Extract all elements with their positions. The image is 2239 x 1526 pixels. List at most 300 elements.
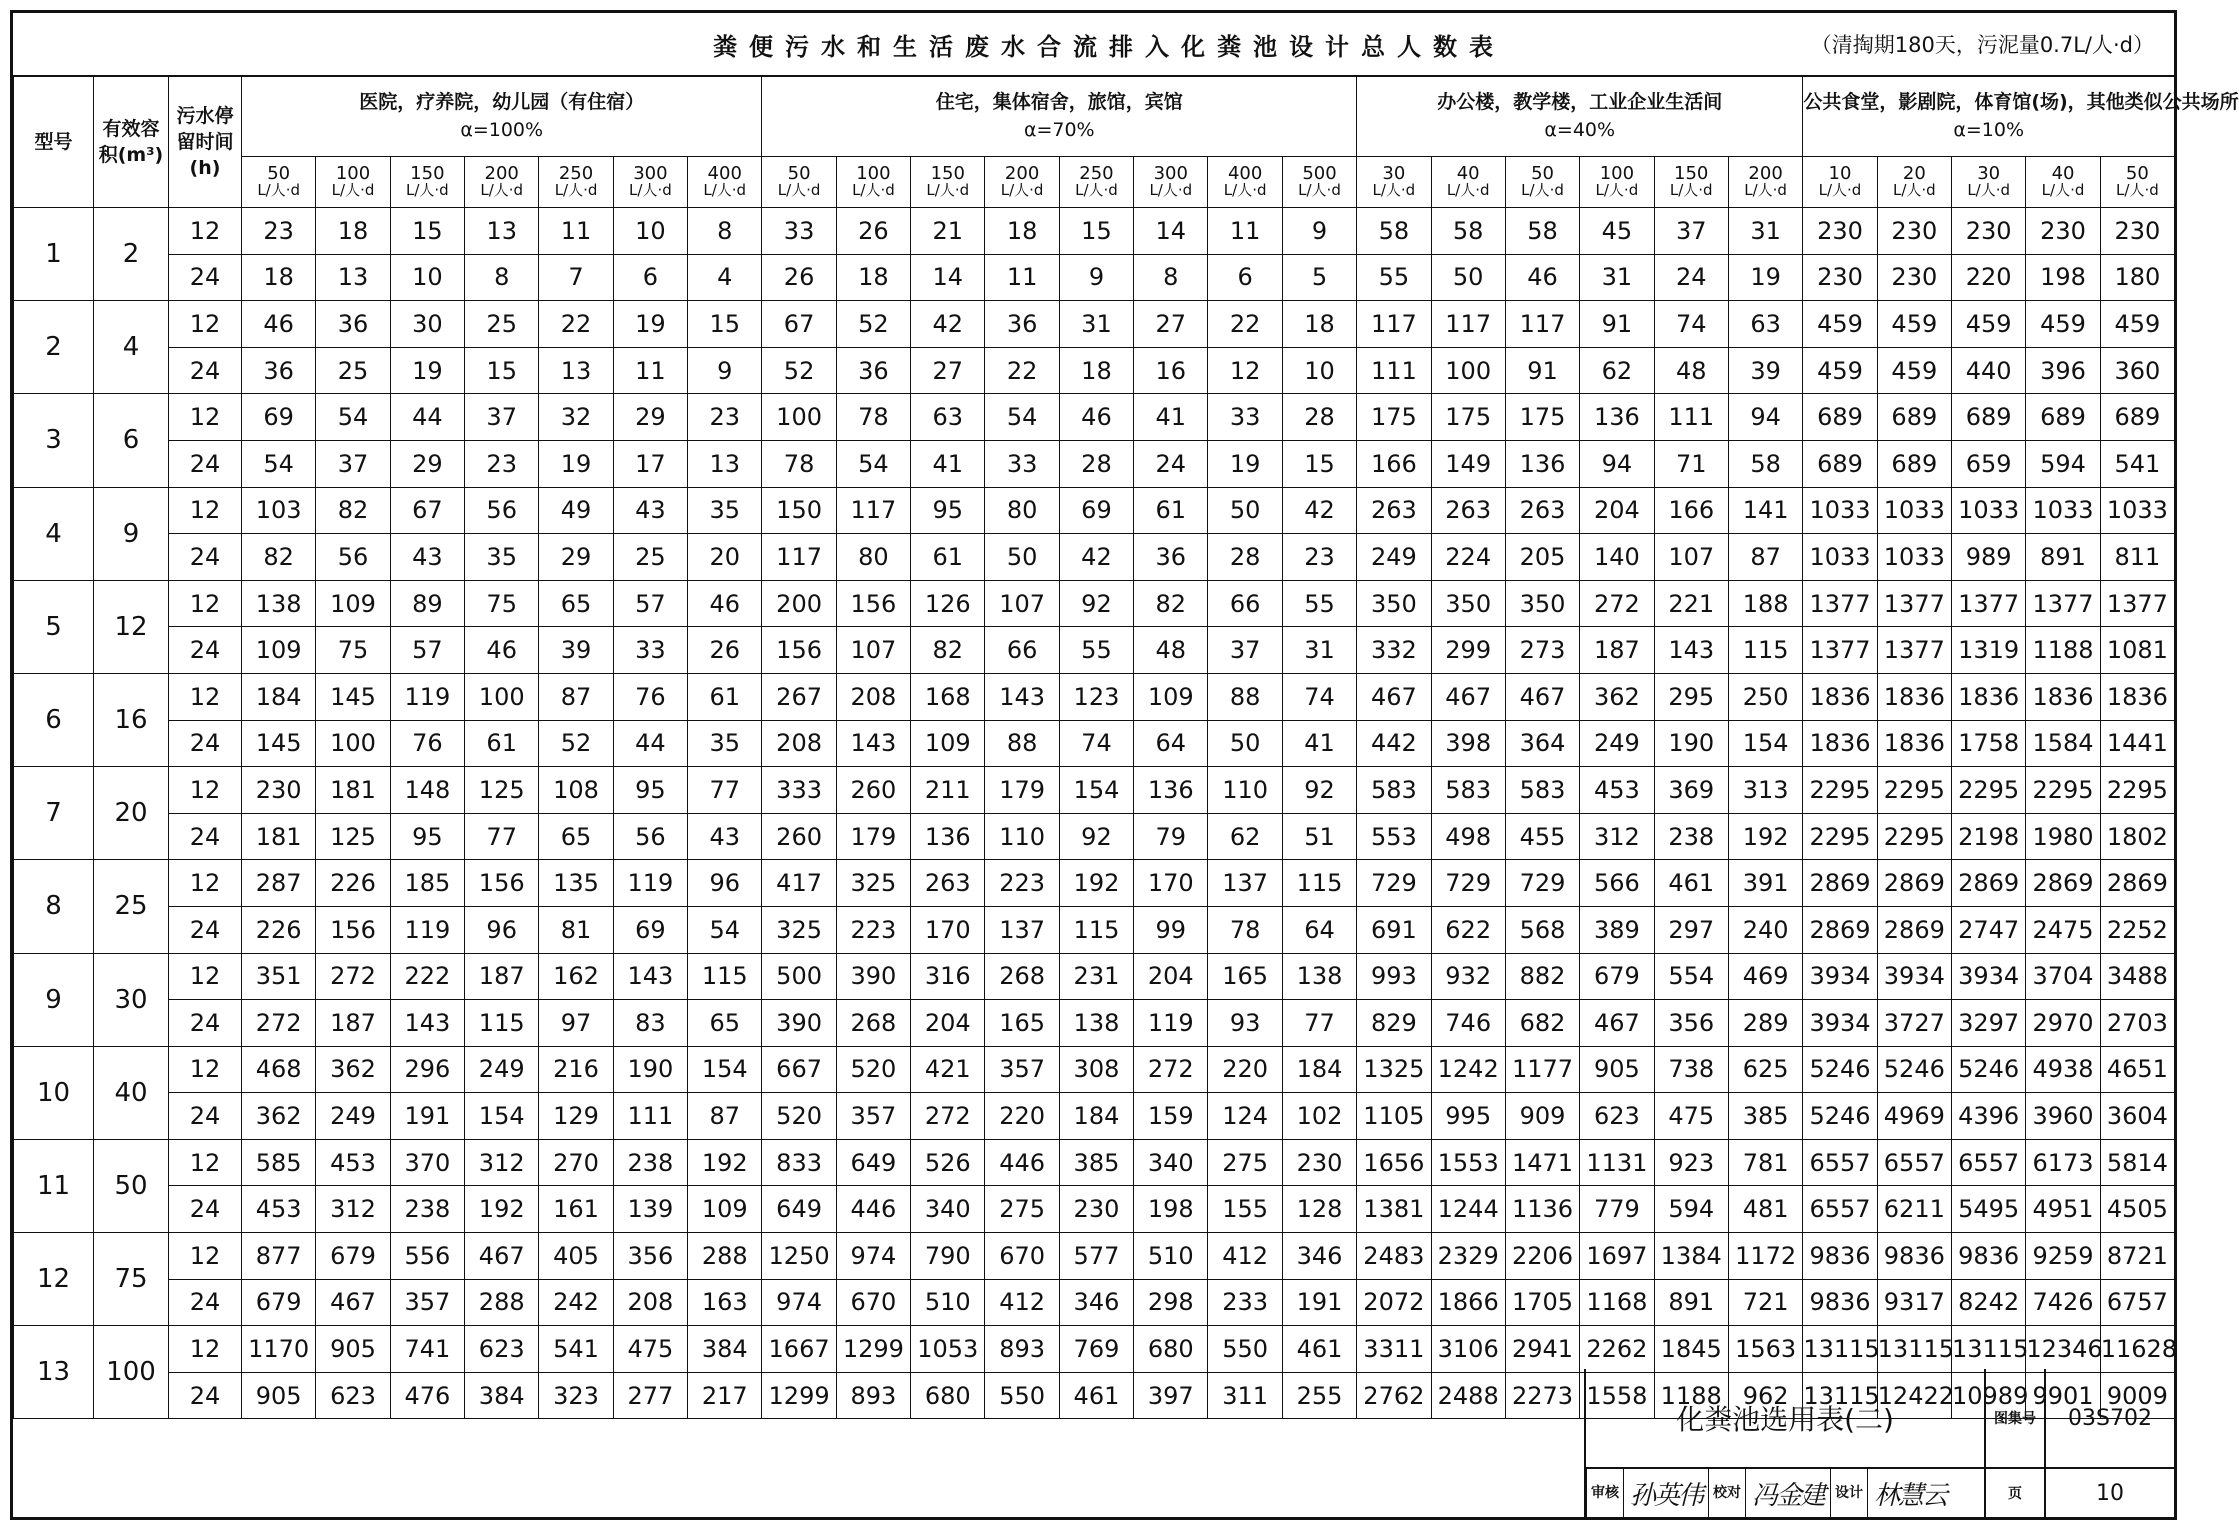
value-cell: 2762 <box>1357 1372 1431 1419</box>
value-cell: 33 <box>1208 394 1282 441</box>
value-cell: 69 <box>1059 487 1133 534</box>
design-label: 设计 <box>1830 1469 1868 1517</box>
value-cell: 689 <box>2100 394 2174 441</box>
value-cell: 156 <box>316 906 390 953</box>
value-cell: 222 <box>390 953 464 1000</box>
value-cell: 185 <box>390 860 464 907</box>
value-cell: 3727 <box>1877 1000 1951 1047</box>
value-cell: 1471 <box>1505 1139 1579 1186</box>
value-cell: 249 <box>465 1046 539 1093</box>
type-cell: 8 <box>14 860 94 953</box>
volume-cell: 2 <box>94 208 169 301</box>
value-cell: 10 <box>390 254 464 301</box>
value-cell: 1377 <box>2100 580 2174 627</box>
value-cell: 405 <box>539 1233 613 1280</box>
value-cell: 340 <box>1134 1139 1208 1186</box>
rate-unit: L/人·d <box>1818 181 1862 199</box>
retention-cell: 24 <box>169 1186 242 1233</box>
table-row <box>14 1093 2175 1140</box>
value-cell: 461 <box>1282 1326 1356 1373</box>
value-cell: 27 <box>1134 301 1208 348</box>
value-cell: 13115 <box>1803 1326 1877 1373</box>
value-cell: 453 <box>316 1139 390 1186</box>
rate-value: 40 <box>1456 163 1480 184</box>
value-cell: 198 <box>2026 254 2100 301</box>
value-cell: 316 <box>911 953 985 1000</box>
volume-cell: 40 <box>94 1046 169 1139</box>
value-cell: 384 <box>688 1326 762 1373</box>
value-cell: 22 <box>539 301 613 348</box>
value-cell: 2869 <box>1952 860 2026 907</box>
value-cell: 670 <box>836 1279 910 1326</box>
table-row <box>14 1046 2175 1093</box>
table-row <box>14 580 2175 627</box>
rate-value: 400 <box>1227 163 1263 184</box>
value-cell: 192 <box>1059 860 1133 907</box>
value-cell: 1705 <box>1505 1279 1579 1326</box>
value-cell: 115 <box>465 1000 539 1047</box>
value-cell: 184 <box>242 673 316 720</box>
value-cell: 129 <box>539 1093 613 1140</box>
value-cell: 170 <box>1134 860 1208 907</box>
value-cell: 66 <box>1208 580 1282 627</box>
page-label: 页 <box>1986 1469 2046 1517</box>
rate-header <box>316 157 390 208</box>
value-cell: 50 <box>1208 720 1282 767</box>
value-cell: 80 <box>836 534 910 581</box>
rate-header <box>688 157 762 208</box>
value-cell: 369 <box>1654 767 1728 814</box>
value-cell: 995 <box>1431 1093 1505 1140</box>
value-cell: 119 <box>390 673 464 720</box>
rate-unit: L/人·d <box>257 181 301 199</box>
value-cell: 36 <box>836 347 910 394</box>
footer <box>13 1369 2174 1517</box>
rate-unit: L/人·d <box>777 181 821 199</box>
value-cell: 738 <box>1654 1046 1728 1093</box>
value-cell: 92 <box>1059 580 1133 627</box>
rate-value: 500 <box>1302 163 1337 184</box>
value-cell: 3604 <box>2100 1093 2174 1140</box>
value-cell: 29 <box>613 394 687 441</box>
value-cell: 459 <box>1877 301 1951 348</box>
value-cell: 29 <box>390 440 464 487</box>
value-cell: 58 <box>1357 208 1431 255</box>
value-cell: 223 <box>985 860 1059 907</box>
rate-value: 300 <box>1153 163 1188 184</box>
value-cell: 149 <box>1431 440 1505 487</box>
value-cell: 689 <box>1803 440 1877 487</box>
value-cell: 115 <box>1282 860 1356 907</box>
value-cell: 137 <box>1208 860 1282 907</box>
value-cell: 829 <box>1357 1000 1431 1047</box>
value-cell: 459 <box>1803 301 1877 348</box>
group-alpha: α=70% <box>1023 119 1095 141</box>
value-cell: 15 <box>688 301 762 348</box>
value-cell: 230 <box>1282 1139 1356 1186</box>
value-cell: 5814 <box>2100 1139 2174 1186</box>
table-row <box>14 440 2175 487</box>
group-alpha: α=10% <box>1953 119 2025 141</box>
value-cell: 9317 <box>1877 1279 1951 1326</box>
value-cell: 312 <box>1580 813 1654 860</box>
value-cell: 289 <box>1728 1000 1802 1047</box>
value-cell: 23 <box>465 440 539 487</box>
value-cell: 2295 <box>1877 813 1951 860</box>
value-cell: 2295 <box>2026 767 2100 814</box>
value-cell: 295 <box>1654 673 1728 720</box>
value-cell: 165 <box>985 1000 1059 1047</box>
value-cell: 96 <box>688 860 762 907</box>
type-cell: 10 <box>14 1046 94 1139</box>
value-cell: 923 <box>1654 1139 1728 1186</box>
value-cell: 1242 <box>1431 1046 1505 1093</box>
value-cell: 440 <box>1952 347 2026 394</box>
value-cell: 76 <box>390 720 464 767</box>
value-cell: 39 <box>1728 347 1802 394</box>
value-cell: 5246 <box>1877 1046 1951 1093</box>
value-cell: 296 <box>390 1046 464 1093</box>
drawing-name: 化粪池选用表(二) <box>1586 1369 1986 1469</box>
value-cell: 459 <box>2026 301 2100 348</box>
value-cell: 28 <box>1059 440 1133 487</box>
value-cell: 117 <box>836 487 910 534</box>
group-header <box>1357 76 1803 157</box>
value-cell: 500 <box>762 953 836 1000</box>
value-cell: 18 <box>242 254 316 301</box>
value-cell: 78 <box>836 394 910 441</box>
rate-unit: L/人·d <box>629 181 672 199</box>
value-cell: 1845 <box>1654 1326 1728 1373</box>
value-cell: 5495 <box>1952 1186 2026 1233</box>
value-cell: 905 <box>316 1326 390 1373</box>
value-cell: 1033 <box>1803 534 1877 581</box>
table-row <box>14 487 2175 534</box>
value-cell: 3934 <box>1952 953 2026 1000</box>
value-cell: 190 <box>613 1046 687 1093</box>
value-cell: 2869 <box>1877 860 1951 907</box>
value-cell: 14 <box>911 254 985 301</box>
value-cell: 162 <box>539 953 613 1000</box>
rate-value: 200 <box>484 163 519 184</box>
value-cell: 8242 <box>1952 1279 2026 1326</box>
group-name: 医院，疗养院，幼儿园（有住宿） <box>359 91 645 113</box>
value-cell: 82 <box>911 627 985 674</box>
value-cell: 18 <box>836 254 910 301</box>
value-cell: 143 <box>836 720 910 767</box>
value-cell: 63 <box>1728 301 1802 348</box>
value-cell: 115 <box>1059 906 1133 953</box>
value-cell: 340 <box>911 1186 985 1233</box>
value-cell: 270 <box>539 1139 613 1186</box>
value-cell: 77 <box>688 767 762 814</box>
header-volume: 有效容积(m³) <box>94 76 169 208</box>
value-cell: 553 <box>1357 813 1431 860</box>
value-cell: 679 <box>242 1279 316 1326</box>
value-cell: 461 <box>1654 860 1728 907</box>
value-cell: 166 <box>1654 487 1728 534</box>
value-cell: 154 <box>1728 720 1802 767</box>
value-cell: 272 <box>1580 580 1654 627</box>
value-cell: 13 <box>539 347 613 394</box>
value-cell: 12422 <box>1877 1372 1951 1419</box>
value-cell: 242 <box>539 1279 613 1326</box>
rate-unit: L/人·d <box>1892 181 1936 199</box>
value-cell: 46 <box>688 580 762 627</box>
value-cell: 467 <box>1505 673 1579 720</box>
value-cell: 4505 <box>2100 1186 2174 1233</box>
table-title: 粪便污水和生活废水合流排入化粪池设计总人数表 <box>713 33 1505 61</box>
value-cell: 41 <box>911 440 985 487</box>
value-cell: 298 <box>1134 1279 1208 1326</box>
value-cell: 453 <box>1580 767 1654 814</box>
value-cell: 67 <box>762 301 836 348</box>
value-cell: 25 <box>613 534 687 581</box>
value-cell: 974 <box>762 1279 836 1326</box>
value-cell: 110 <box>1208 767 1282 814</box>
value-cell: 119 <box>1134 1000 1208 1047</box>
value-cell: 746 <box>1431 1000 1505 1047</box>
value-cell: 520 <box>836 1046 910 1093</box>
value-cell: 138 <box>242 580 316 627</box>
value-cell: 65 <box>688 1000 762 1047</box>
rate-header <box>911 157 985 208</box>
rate-header <box>1357 157 1431 208</box>
rate-unit: L/人·d <box>1967 181 2011 199</box>
value-cell: 78 <box>762 440 836 487</box>
rate-header <box>985 157 1059 208</box>
value-cell: 989 <box>1952 534 2026 581</box>
value-cell: 238 <box>1654 813 1728 860</box>
value-cell: 230 <box>1059 1186 1133 1233</box>
value-cell: 92 <box>1059 813 1133 860</box>
value-cell: 52 <box>539 720 613 767</box>
table-row <box>14 347 2175 394</box>
value-cell: 46 <box>1505 254 1579 301</box>
value-cell: 1980 <box>2026 813 2100 860</box>
type-cell: 4 <box>14 487 94 580</box>
value-cell: 42 <box>911 301 985 348</box>
value-cell: 3488 <box>2100 953 2174 1000</box>
rate-value: 100 <box>335 163 371 184</box>
value-cell: 220 <box>1952 254 2026 301</box>
value-cell: 165 <box>1208 953 1282 1000</box>
type-cell: 11 <box>14 1139 94 1232</box>
value-cell: 1441 <box>2100 720 2174 767</box>
value-cell: 109 <box>316 580 390 627</box>
value-cell: 28 <box>1208 534 1282 581</box>
value-cell: 6 <box>613 254 687 301</box>
rate-unit: L/人·d <box>1595 181 1639 199</box>
rate-value: 200 <box>1004 163 1040 184</box>
value-cell: 19 <box>613 301 687 348</box>
value-cell: 18 <box>1059 347 1133 394</box>
value-cell: 1377 <box>1952 580 2026 627</box>
value-cell: 117 <box>1505 301 1579 348</box>
value-cell: 15 <box>390 208 464 255</box>
value-cell: 2273 <box>1505 1372 1579 1419</box>
value-cell: 107 <box>985 580 1059 627</box>
value-cell: 39 <box>539 627 613 674</box>
value-cell: 89 <box>390 580 464 627</box>
value-cell: 249 <box>316 1093 390 1140</box>
rate-unit: L/人·d <box>480 181 524 199</box>
value-cell: 64 <box>1134 720 1208 767</box>
rate-header <box>1580 157 1654 208</box>
value-cell: 1033 <box>1803 487 1877 534</box>
value-cell: 2941 <box>1505 1326 1579 1373</box>
value-cell: 312 <box>316 1186 390 1233</box>
value-cell: 74 <box>1282 673 1356 720</box>
value-cell: 80 <box>985 487 1059 534</box>
review-label: 审核 <box>1586 1469 1624 1517</box>
value-cell: 556 <box>390 1233 464 1280</box>
rate-value: 10 <box>1828 163 1852 184</box>
review-signature: 孙英伟 <box>1630 1480 1703 1511</box>
value-cell: 360 <box>2100 347 2174 394</box>
value-cell: 882 <box>1505 953 1579 1000</box>
value-cell: 1836 <box>2026 673 2100 720</box>
value-cell: 100 <box>762 394 836 441</box>
table-row <box>14 394 2175 441</box>
table-row <box>14 1186 2175 1233</box>
value-cell: 332 <box>1357 627 1431 674</box>
value-cell: 44 <box>613 720 687 767</box>
rate-value: 150 <box>930 163 965 184</box>
value-cell: 249 <box>1580 720 1654 767</box>
value-cell: 13 <box>688 440 762 487</box>
atlas-number-label: 图集号 <box>1986 1369 2046 1469</box>
value-cell: 8 <box>465 254 539 301</box>
value-cell: 263 <box>1431 487 1505 534</box>
value-cell: 217 <box>688 1372 762 1419</box>
group-name: 公共食堂，影剧院，体育馆(场)，其他类似公共场所 <box>1803 91 2239 113</box>
value-cell: 23 <box>242 208 316 255</box>
value-cell: 58 <box>1431 208 1505 255</box>
value-cell: 75 <box>316 627 390 674</box>
volume-cell: 6 <box>94 394 169 487</box>
value-cell: 11 <box>539 208 613 255</box>
rate-header <box>1654 157 1728 208</box>
value-cell: 1836 <box>2100 673 2174 720</box>
value-cell: 36 <box>316 301 390 348</box>
value-cell: 268 <box>985 953 1059 1000</box>
value-cell: 187 <box>1580 627 1654 674</box>
value-cell: 226 <box>316 860 390 907</box>
value-cell: 75 <box>465 580 539 627</box>
table-row <box>14 534 2175 581</box>
value-cell: 78 <box>1208 906 1282 953</box>
value-cell: 689 <box>1803 394 1877 441</box>
value-cell: 30 <box>390 301 464 348</box>
value-cell: 566 <box>1580 860 1654 907</box>
value-cell: 390 <box>762 1000 836 1047</box>
value-cell: 42 <box>1059 534 1133 581</box>
rate-value: 30 <box>1977 163 2001 184</box>
retention-cell: 24 <box>169 534 242 581</box>
value-cell: 36 <box>1134 534 1208 581</box>
value-cell: 2869 <box>2100 860 2174 907</box>
value-cell: 103 <box>242 487 316 534</box>
value-cell: 2295 <box>2100 767 2174 814</box>
value-cell: 81 <box>539 906 613 953</box>
value-cell: 187 <box>316 1000 390 1047</box>
value-cell: 54 <box>985 394 1059 441</box>
group-name: 办公楼，教学楼，工业企业生活间 <box>1437 91 1723 113</box>
table-row <box>14 1233 2175 1280</box>
value-cell: 833 <box>762 1139 836 1186</box>
value-cell: 1136 <box>1505 1186 1579 1233</box>
value-cell: 721 <box>1728 1279 1802 1326</box>
value-cell: 41 <box>1134 394 1208 441</box>
table-row <box>14 208 2175 255</box>
table-note: （清掏期180天，污泥量0.7L/人·d） <box>1810 33 2154 57</box>
value-cell: 455 <box>1505 813 1579 860</box>
value-cell: 27 <box>911 347 985 394</box>
value-cell: 208 <box>613 1279 687 1326</box>
value-cell: 190 <box>1654 720 1728 767</box>
value-cell: 14 <box>1134 208 1208 255</box>
value-cell: 29 <box>539 534 613 581</box>
value-cell: 350 <box>1431 580 1505 627</box>
value-cell: 46 <box>242 301 316 348</box>
value-cell: 3934 <box>1877 953 1951 1000</box>
rate-unit: L/人·d <box>926 181 970 199</box>
population-table <box>13 75 2239 1419</box>
table-row <box>14 1326 2175 1373</box>
value-cell: 249 <box>1357 534 1431 581</box>
value-cell: 36 <box>985 301 1059 348</box>
value-cell: 8 <box>688 208 762 255</box>
value-cell: 220 <box>1208 1046 1282 1093</box>
value-cell: 263 <box>1357 487 1431 534</box>
value-cell: 102 <box>1282 1093 1356 1140</box>
value-cell: 10989 <box>1952 1372 2026 1419</box>
value-cell: 35 <box>688 720 762 767</box>
value-cell: 9 <box>688 347 762 394</box>
value-cell: 891 <box>2026 534 2100 581</box>
table-row <box>14 1000 2175 1047</box>
group-header <box>242 76 762 157</box>
value-cell: 109 <box>242 627 316 674</box>
value-cell: 594 <box>2026 440 2100 487</box>
value-cell: 191 <box>390 1093 464 1140</box>
value-cell: 1250 <box>762 1233 836 1280</box>
value-cell: 230 <box>1803 208 1877 255</box>
value-cell: 594 <box>1654 1186 1728 1233</box>
value-cell: 272 <box>316 953 390 1000</box>
value-cell: 357 <box>985 1046 1059 1093</box>
rate-header <box>1208 157 1282 208</box>
value-cell: 83 <box>613 1000 687 1047</box>
table-row <box>14 720 2175 767</box>
rate-value: 50 <box>1531 163 1554 184</box>
value-cell: 3704 <box>2026 953 2100 1000</box>
value-cell: 11 <box>1208 208 1282 255</box>
value-cell: 3960 <box>2026 1093 2100 1140</box>
value-cell: 389 <box>1580 906 1654 953</box>
value-cell: 260 <box>762 813 836 860</box>
type-cell: 5 <box>14 580 94 673</box>
value-cell: 510 <box>911 1279 985 1326</box>
value-cell: 2703 <box>2100 1000 2174 1047</box>
value-cell: 138 <box>1282 953 1356 1000</box>
volume-cell: 20 <box>94 767 169 860</box>
volume-cell: 4 <box>94 301 169 394</box>
header-retention: 污水停留时间(h) <box>169 76 242 208</box>
rate-unit: L/人·d <box>1149 181 1193 199</box>
value-cell: 37 <box>1654 208 1728 255</box>
